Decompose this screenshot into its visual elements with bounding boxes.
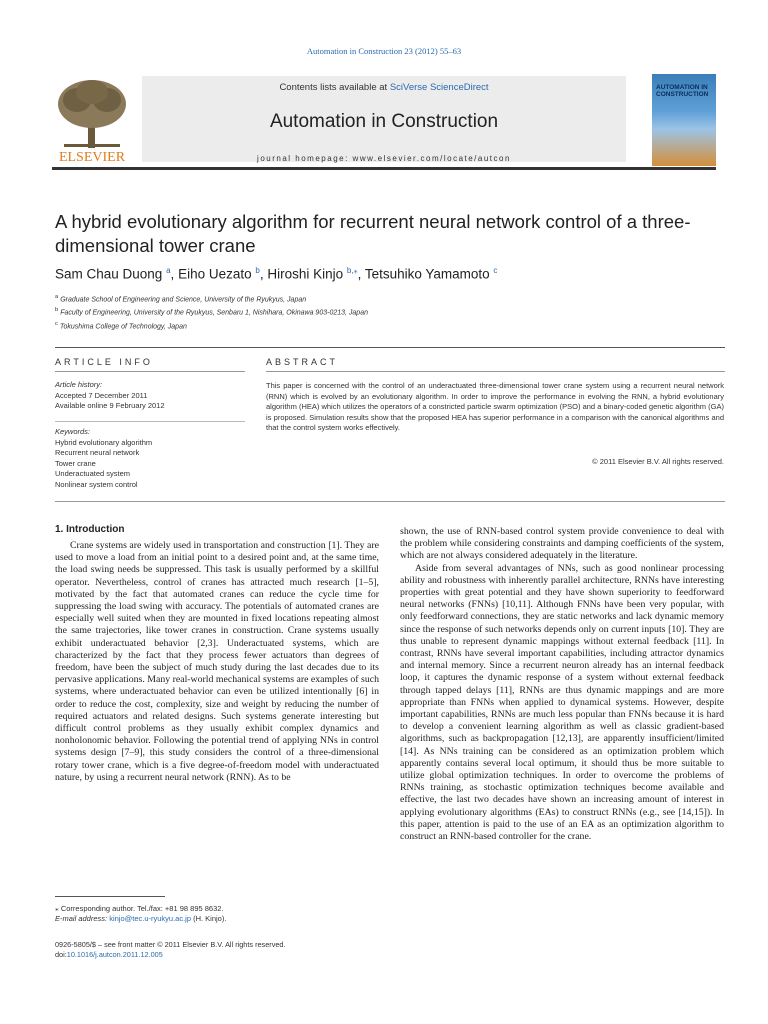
- corresponding-author-note: ⁎ Corresponding author. Tel./fax: +81 98 895 8632.: [55, 904, 224, 913]
- author-affiliation-mark[interactable]: b,⁎: [346, 266, 358, 275]
- article-history: [55, 380, 245, 412]
- affiliation-mark: a: [55, 294, 59, 300]
- body-column-left: [55, 540, 379, 784]
- affiliations: [55, 292, 368, 332]
- masthead-center-panel: [142, 76, 626, 162]
- keyword-item: Underactuated system: [55, 469, 131, 478]
- issn-line: 0926-5805/$ – see front matter © 2011 Elsevier B.V. All rights reserved.: [55, 940, 286, 949]
- intro-paragraph: shown, the use of RNN-based control system provide convenience to deal with the problem while considering constraints and damping coefficients of the system, which are not always considered adequately in the literature.: [400, 526, 724, 562]
- keyword-item: Tower crane: [55, 458, 96, 468]
- doi-link[interactable]: 10.1016/j.autcon.2011.12.005: [66, 950, 163, 959]
- affiliation-item: [55, 305, 368, 318]
- affiliation-mark: b: [55, 307, 59, 314]
- author-list: [55, 266, 497, 282]
- publisher-name: ELSEVIER: [58, 150, 126, 165]
- section-rule: [55, 347, 725, 348]
- abstract-heading: ABSTRACT: [266, 357, 339, 367]
- available-date: Available online 9 February 2012: [55, 401, 165, 410]
- author-name: Sam Chau Duong: [55, 266, 163, 282]
- masthead-divider: [52, 167, 716, 170]
- abstract-rule: [266, 371, 725, 372]
- affiliation-mark: c: [55, 320, 58, 327]
- contents-line: [142, 82, 626, 93]
- author-name: Eiho Uezato: [178, 266, 252, 282]
- affiliation-text: Graduate School of Engineering and Science, University of the Ryukyus, Japan: [60, 296, 307, 304]
- keywords-rule: [55, 421, 245, 422]
- introduction-heading: 1. Introduction: [55, 524, 125, 535]
- author-separator: ,: [259, 266, 268, 282]
- abstract-bottom-rule: [55, 501, 725, 502]
- email-line: [55, 914, 379, 924]
- abstract-text: This paper is concerned with the control of an underactuated three-dimensional tower crane system using a recurrent neural network (RNN) which is evolved by an evolutionary algorithm. In order to improve the performance in evolving the RNN, a hybrid evolutionary algorithm (HEA) which utilizes the operators of a constricted particle swarm optimization (PSO) and a binary-coded genetic algorithm (GA) is proposed. Simulation results show that the proposed HEA has superior performance in a comparison with the canonical algorithms and that the control system works effectively.: [266, 381, 724, 432]
- journal-homepage[interactable]: journal homepage: www.elsevier.com/locate/autcon: [257, 154, 511, 163]
- accepted-date: Accepted 7 December 2011: [55, 390, 148, 400]
- keyword-item: Recurrent neural network: [55, 448, 140, 457]
- author-affiliation-mark[interactable]: c: [493, 266, 498, 275]
- author-affiliation-mark[interactable]: b: [255, 266, 260, 275]
- elsevier-tree-logo: [52, 74, 132, 166]
- journal-title: Automation in Construction: [269, 111, 499, 132]
- author-name: Tetsuhiko Yamamoto: [364, 266, 490, 282]
- front-matter: [55, 940, 286, 960]
- elsevier-tree-icon: [52, 74, 132, 166]
- keywords-label: Keywords:: [55, 427, 91, 436]
- sciverse-link[interactable]: SciVerse ScienceDirect: [389, 82, 489, 93]
- contents-prefix: Contents lists available at: [279, 82, 390, 93]
- affiliation-text: Faculty of Engineering, University of the Ryukyus, Senbaru 1, Nishihara, Okinawa 903-0213, Japan: [60, 309, 368, 317]
- keyword-item: Hybrid evolutionary algorithm: [55, 437, 153, 447]
- email-suffix: (H. Kinjo).: [191, 914, 227, 923]
- article-info-heading: ARTICLE INFO: [55, 357, 153, 367]
- affiliation-text: Tokushima College of Technology, Japan: [59, 322, 187, 330]
- body-column-right: [400, 526, 724, 843]
- intro-paragraph: Aside from several advantages of NNs, such as good nonlinear processing ability and robustness with inherently parallel architecture, RNNs have interesting properties with great potential and they have shown superiority to feedforward neural networks (FNNs) [10,11]. Although FNNs have been very popular, with only feedforward connections, they are static networks and lack dynamic memory since the response of such networks depends only on current inputs [10]. They are thus unable to represent dynamic mappings without external feedback [11]. In contrast, RNNs have several important capabilities, including attractor dynamics and internal memory. Since a recurrent neuron already has an internal feedback loop, it captures the dynamic response of a system without external feedback through tapped delays [11], RNNs are thus dynamic mappings and are more appropriate than FNNs when applied to dynamical systems. However, despite important capabilities, RNNs are much less popular than FNNs because it is hard to develop a convenient learning algorithm as well as classic gradient-based algorithms, such as backpropagation [12,13], are apparently insufficient/limited [14]. As NNs training can be considered as an optimization problem which apparently contains several local optimum, it should thus be more suitable to utilize global optimization techniques. In order to overcome the problems of RNNs training, as stochastic optimization techniques become available and effective, the last two decades have shown an increasing amount of interest in applying evolutionary algorithms (EAs) to construct RNNs (e.g., see [14,15]). In this paper, attention is paid to the use of an EA as an optimization algorithm to construct an RNN-based controller for the crane.: [400, 562, 724, 843]
- author-affiliation-mark[interactable]: a: [166, 266, 171, 275]
- keyword-item: Nonlinear system control: [55, 479, 138, 489]
- affiliation-item: [55, 319, 368, 332]
- paper-title: A hybrid evolutionary algorithm for recurrent neural network control of a three-dimensional tower crane: [55, 211, 691, 256]
- history-label: Article history:: [55, 380, 103, 389]
- footnote-rule: [55, 896, 165, 897]
- author-separator: ,: [170, 266, 179, 282]
- cover-title: AUTOMATION IN CONSTRUCTION: [656, 84, 709, 98]
- article-info-rule: [55, 371, 245, 372]
- author-name: Hiroshi Kinjo: [267, 266, 344, 282]
- affiliation-item: [55, 292, 368, 305]
- intro-paragraph: Crane systems are widely used in transportation and construction [1]. They are used to move a load from an initial point to a desired point and, at the same time, the load swing needs be suppressed. This task is usually performed by a skillful operator. Nevertheless, control of cranes has attracted much research [1–5], motivated by the fact that automated cranes can reduce the cycle time for suppressing the load swing with accuracy. The potentials of automated cranes are especially well suited when they are mounted in fixed locations repeating almost the same trajectories, like tower cranes in construction. Crane systems usually exhibit underactuated behavior [2,3]. Underactuated systems, which are characterized by the fact that they process fewer actuators than degrees of freedom, have been the subject of much study during the last decades due to its pervasive applications. Many real-world mechanical systems are examples of such systems, where underactuated behavior can even be utilized intentionally [6] in order to reduce the cost, complexity, size and weight by reducing the number of required actuators and related designs. Such systems generate interesting but difficult control problems as they usually exhibit complex dynamics and nonholonomic behavior. Following the potential trend of applying NNs in control systems design [7–9], this study considers the control of a three-dimensional rotary tower crane, which is a five degree-of-freedom model with underactuated nature, by using a recurrent neural network (RNN). As to be: [55, 540, 379, 783]
- email-label: E-mail address:: [55, 914, 108, 923]
- keywords-block: [55, 427, 245, 490]
- doi-label: doi:: [55, 950, 67, 959]
- footnote: [55, 904, 379, 924]
- journal-masthead: [52, 74, 716, 170]
- journal-reference[interactable]: Automation in Construction 23 (2012) 55–63: [306, 46, 462, 56]
- abstract-copyright: © 2011 Elsevier B.V. All rights reserved.: [592, 457, 724, 466]
- author-separator: ,: [357, 266, 365, 282]
- doi-line: [55, 950, 286, 960]
- email-link[interactable]: kinjo@tec.u-ryukyu.ac.jp: [109, 914, 192, 923]
- journal-cover-thumbnail: [652, 74, 716, 166]
